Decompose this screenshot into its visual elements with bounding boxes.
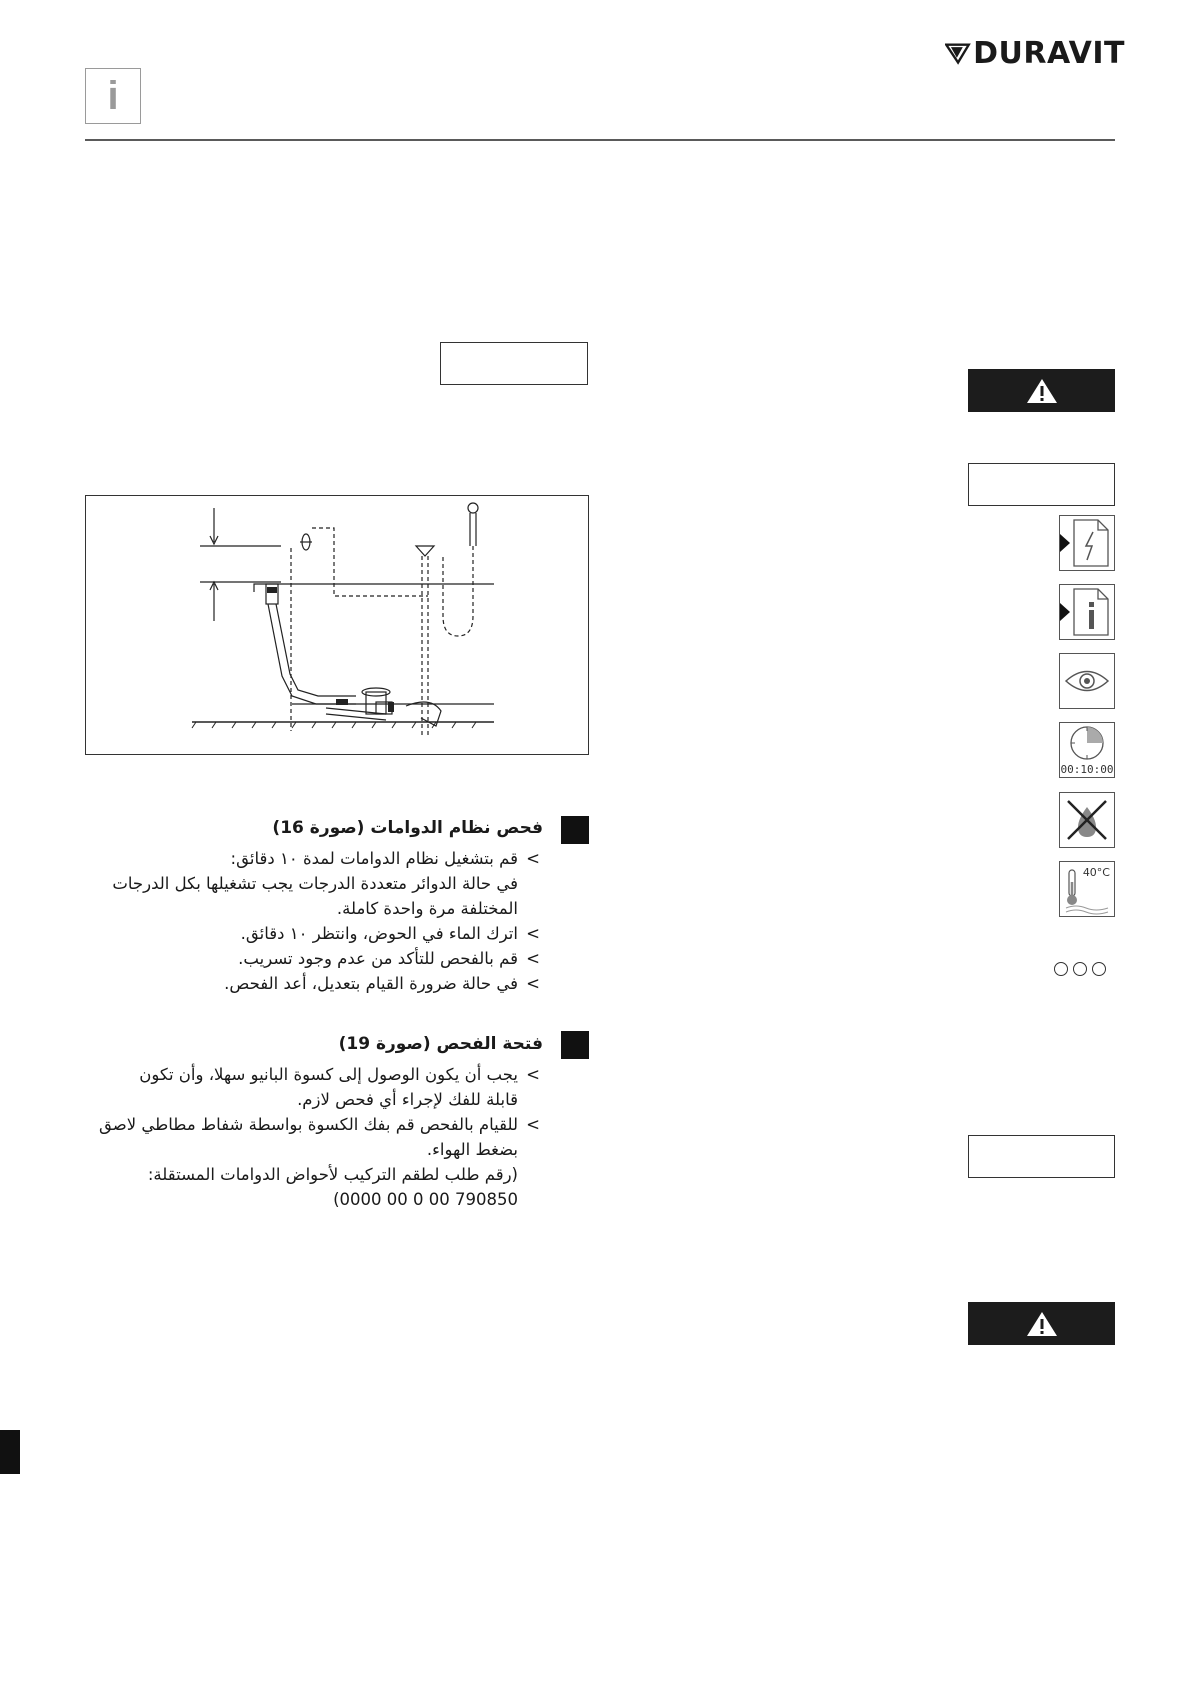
blank-label-box xyxy=(440,342,588,385)
bullet-marker: > xyxy=(526,849,540,868)
list-item-line: قم بالفحص للتأكد من عدم وجود تسريب. xyxy=(238,949,518,968)
circle-marker xyxy=(1092,962,1106,976)
timer-label: 00:10:00 xyxy=(1060,763,1114,776)
list-item xyxy=(0,971,540,996)
circle-marker xyxy=(1054,962,1068,976)
timer-icon xyxy=(1059,722,1115,778)
whirlpool-diagram xyxy=(86,496,588,754)
circle-marker xyxy=(1073,962,1087,976)
warning-bar xyxy=(968,369,1115,412)
list-item xyxy=(0,1062,540,1112)
list-item-line: بضغط الهواء. xyxy=(426,1140,518,1159)
list-item-line: اترك الماء في الحوض، وانتظر ١٠ دقائق. xyxy=(240,924,518,943)
list-item-line: يجب أن يكون الوصول إلى كسوة البانيو سهلا، وأن تكون xyxy=(139,1065,518,1084)
no-water-flame-icon xyxy=(1059,792,1115,848)
section2-title: فتحة الفحص (صورة 19) xyxy=(338,1034,543,1054)
list-item-line: قم بتشغيل نظام الدوامات لمدة ١٠ دقائق: xyxy=(230,849,518,868)
warning-triangle-icon xyxy=(1025,1310,1059,1338)
list-item xyxy=(0,1112,540,1212)
warning-triangle-icon xyxy=(1025,377,1059,405)
whirlpool-figure xyxy=(85,495,589,755)
bullet-marker: > xyxy=(526,1065,540,1084)
section1-list xyxy=(0,846,540,996)
info-document-icon xyxy=(1059,584,1115,640)
bullet-marker: > xyxy=(526,1115,540,1134)
duravit-logo xyxy=(945,32,1125,74)
list-item-line: المختلفة مرة واحدة كاملة. xyxy=(336,899,518,918)
logo-wordmark: DURAVIT xyxy=(973,35,1125,71)
bullet-marker: > xyxy=(526,924,540,943)
warning-bar xyxy=(968,1302,1115,1345)
section1-title: فحص نظام الدوامات (صورة 16) xyxy=(272,818,543,838)
info-icon xyxy=(85,68,141,124)
header-rule xyxy=(85,139,1115,141)
list-item xyxy=(0,946,540,971)
list-item-line: للقيام بالفحص قم بفك الكسوة بواسطة شفاط مطاطي لاصق xyxy=(98,1115,518,1134)
list-item-line: في حالة ضرورة القيام بتعديل، أعد الفحص. xyxy=(224,974,518,993)
list-item-line: (رقم طلب لطقم التركيب لأحواض الدوامات المستقلة: xyxy=(147,1165,518,1184)
list-item xyxy=(0,846,540,921)
list-item-line: 790850 00 0 00 0000) xyxy=(333,1190,518,1209)
bullet-marker: > xyxy=(526,949,540,968)
duravit-bird-icon xyxy=(945,35,971,71)
section-marker xyxy=(561,816,589,844)
info-glyph: i xyxy=(107,73,119,118)
list-item xyxy=(0,921,540,946)
eye-icon xyxy=(1059,653,1115,709)
section-marker xyxy=(561,1031,589,1059)
temperature-icon xyxy=(1059,861,1115,917)
section2-list xyxy=(0,1062,540,1212)
temperature-label: 40°C xyxy=(1082,866,1110,879)
bullet-marker: > xyxy=(526,974,540,993)
list-item-line: في حالة الدوائر متعددة الدرجات يجب تشغيلها بكل الدرجات xyxy=(112,874,518,893)
electric-document-icon xyxy=(1059,515,1115,571)
status-circles xyxy=(1054,962,1106,976)
blank-label-box xyxy=(968,1135,1115,1178)
list-item-line: قابلة للفك لإجراء أي فحص لازم. xyxy=(297,1090,518,1109)
page-edge-tab xyxy=(0,1430,20,1474)
blank-label-box xyxy=(968,463,1115,506)
